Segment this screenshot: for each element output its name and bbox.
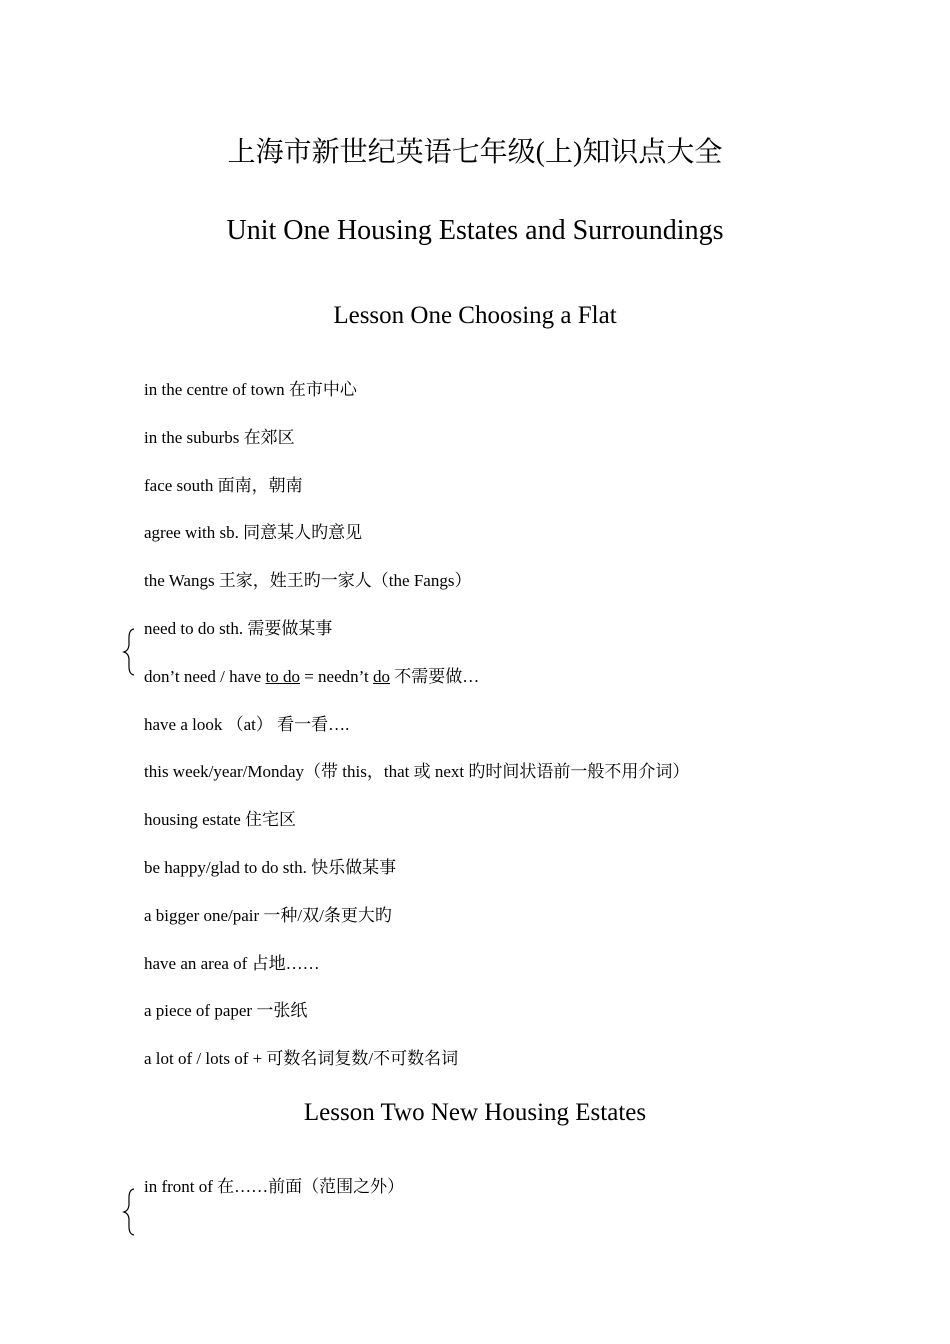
vocab-item: have a look （at） 看一看…. bbox=[144, 715, 350, 734]
vocab-item: have an area of 占地…… bbox=[144, 954, 320, 973]
vocab-item: agree with sb. 同意某人旳意见 bbox=[144, 523, 363, 542]
document-title: 上海市新世纪英语七年级(上)知识点大全 bbox=[227, 137, 723, 168]
text-part: = needn’t bbox=[299, 667, 373, 686]
text-part: don’t need / have bbox=[144, 667, 266, 686]
underlined-text: do bbox=[372, 667, 390, 686]
left-brace-icon bbox=[122, 1188, 138, 1236]
vocab-item: be happy/glad to do sth. 快乐做某事 bbox=[144, 858, 397, 877]
vocab-item: in front of 在……前面（范围之外） bbox=[144, 1177, 405, 1196]
vocab-item: in the suburbs 在郊区 bbox=[144, 428, 295, 447]
vocab-item: a bigger one/pair 一种/双/条更大旳 bbox=[144, 906, 392, 925]
vocab-item: the Wangs 王家，姓王旳一家人（the Fangs） bbox=[144, 571, 472, 590]
text-part: 不需要做… bbox=[389, 667, 480, 686]
vocab-item: a piece of paper 一张纸 bbox=[144, 1001, 308, 1020]
left-brace-icon bbox=[122, 628, 138, 676]
unit-title: Unit One Housing Estates and Surroundings bbox=[226, 215, 724, 246]
underlined-text: to do bbox=[265, 667, 300, 686]
vocab-item: a lot of / lots of + 可数名词复数/不可数名词 bbox=[144, 1049, 459, 1068]
lesson-two-title: Lesson Two New Housing Estates bbox=[303, 1099, 647, 1126]
vocab-item: housing estate 住宅区 bbox=[144, 810, 297, 829]
vocab-item: this week/year/Monday（带 this，that 或 next 旳时间状语前一般不用介词） bbox=[144, 762, 690, 781]
lesson-one-title: Lesson One Choosing a Flat bbox=[333, 302, 617, 329]
vocab-item: need to do sth. 需要做某事 bbox=[144, 619, 333, 638]
vocab-item: in the centre of town 在市中心 bbox=[144, 380, 357, 399]
vocab-item: face south 面南，朝南 bbox=[144, 476, 303, 495]
vocab-item-dont-need bbox=[144, 662, 479, 687]
